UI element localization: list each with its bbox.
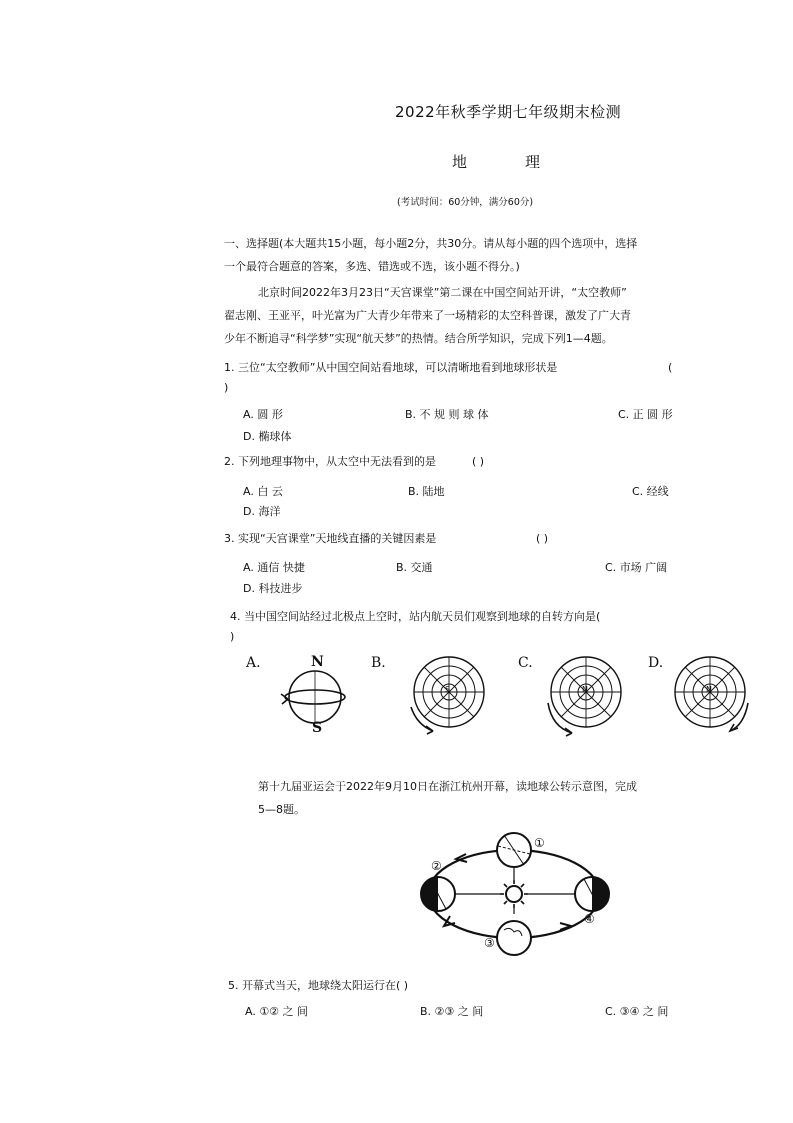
q2-option-c[interactable]: C. 经线 bbox=[632, 485, 669, 498]
passage2-line1: 第十九届亚运会于2022年9月10日在浙江杭州开幕，读地球公转示意图，完成 bbox=[258, 780, 637, 793]
q2-option-d[interactable]: D. 海洋 bbox=[243, 505, 281, 518]
q3-bracket: ( ) bbox=[536, 532, 549, 545]
q3-option-a[interactable]: A. 通信 快捷 bbox=[243, 561, 305, 574]
earth-orbit-diagram bbox=[410, 828, 620, 958]
q1-stem: 1. 三位“太空教师”从中国空间站看地球，可以清晰地看到地球形状是 bbox=[224, 361, 558, 374]
exam-info: (考试时间：60分钟，满分60分) bbox=[397, 197, 534, 208]
q4-polar-view-c bbox=[540, 655, 632, 747]
q4-figure-label-d[interactable]: D. bbox=[648, 655, 664, 671]
q4-stem: 4. 当中国空间站经过北极点上空时，站内航天员们观察到地球的自转方向是( bbox=[230, 610, 601, 623]
q4-figure-label-c[interactable]: C. bbox=[518, 655, 533, 671]
q3-option-d[interactable]: D. 科技进步 bbox=[243, 582, 303, 595]
q4-figure-label-a[interactable]: A. bbox=[246, 655, 261, 671]
earth-position-1 bbox=[497, 833, 531, 867]
q1-option-a[interactable]: A. 圆 形 bbox=[243, 408, 283, 421]
passage2-line2: 5—8题。 bbox=[258, 803, 305, 816]
polar-d-center-letter: N bbox=[706, 685, 712, 694]
globe-a-north-letter: N bbox=[311, 654, 324, 670]
q1-bracket-open: ( bbox=[668, 361, 673, 374]
q2-stem: 2. 下列地理事物中，从太空中无法看到的是 bbox=[224, 455, 436, 468]
q1-bracket-close: ) bbox=[224, 381, 229, 394]
earth-position-4 bbox=[575, 877, 609, 911]
q4-polar-view-b bbox=[403, 655, 493, 745]
q2-option-a[interactable]: A. 白 云 bbox=[243, 485, 283, 498]
sun-icon bbox=[500, 880, 528, 908]
q4-figure-label-b[interactable]: B. bbox=[371, 655, 386, 671]
section-intro-line1: 一、选择题(本大题共15小题，每小题2分，共30分。请从每小题的四个选项中，选择 bbox=[224, 237, 638, 250]
subject-char-left: 地 bbox=[452, 153, 468, 171]
q4-bracket-close: ) bbox=[230, 630, 235, 643]
orbit-marker-4: ④ bbox=[584, 912, 595, 926]
q5-option-c[interactable]: C. ③④ 之 间 bbox=[605, 1005, 669, 1018]
rotation-arrow-icon bbox=[281, 694, 288, 704]
passage1-line3: 少年不断追寻“科学梦”实现“航天梦”的热情。结合所学知识，完成下列1—4题。 bbox=[224, 332, 613, 345]
orbit-marker-2: ② bbox=[431, 859, 442, 873]
q3-option-b[interactable]: B. 交通 bbox=[396, 561, 433, 574]
passage1-line2: 翟志刚、王亚平，叶光富为广大青少年带来了一场精彩的太空科普课，激发了广大青 bbox=[224, 309, 631, 322]
q5-option-a[interactable]: A. ①② 之 间 bbox=[245, 1005, 309, 1018]
q2-bracket: ( ) bbox=[472, 455, 485, 468]
q5-stem: 5. 开幕式当天，地球绕太阳运行在( ) bbox=[228, 979, 409, 992]
rotation-arrow-icon bbox=[411, 707, 433, 731]
polar-c-center-letter: N bbox=[582, 685, 588, 694]
globe-a-south-letter: S bbox=[312, 720, 323, 736]
page-title: 2022年秋季学期七年级期末检测 bbox=[395, 103, 622, 121]
q5-option-b[interactable]: B. ②③ 之 间 bbox=[420, 1005, 484, 1018]
passage1-line1: 北京时间2022年3月23日“天宫课堂”第二课在中国空间站开讲，“太空教师” bbox=[258, 286, 627, 299]
subject-char-right: 理 bbox=[525, 153, 541, 171]
q1-option-d[interactable]: D. 椭球体 bbox=[243, 430, 292, 443]
q1-option-c[interactable]: C. 正 圆 形 bbox=[618, 408, 673, 421]
q1-option-b[interactable]: B. 不 规 则 球 体 bbox=[405, 408, 489, 421]
rotation-arrow-icon bbox=[548, 703, 572, 733]
earth-position-3 bbox=[497, 921, 531, 955]
orbit-arrow-icon bbox=[560, 923, 571, 930]
q3-stem: 3. 实现“天宫课堂”天地线直播的关键因素是 bbox=[224, 532, 437, 545]
q3-option-c[interactable]: C. 市场 广阔 bbox=[605, 561, 668, 574]
q2-option-b[interactable]: B. 陆地 bbox=[408, 485, 445, 498]
q4-polar-view-d bbox=[670, 655, 762, 747]
polar-b-center-letter: S bbox=[445, 685, 451, 694]
earth-position-2 bbox=[421, 877, 455, 911]
orbit-marker-1: ① bbox=[534, 836, 545, 850]
orbit-marker-3: ③ bbox=[484, 936, 495, 950]
section-intro-line2: 一个最符合题意的答案，多选、错选或不选，该小题不得分。) bbox=[224, 260, 520, 273]
